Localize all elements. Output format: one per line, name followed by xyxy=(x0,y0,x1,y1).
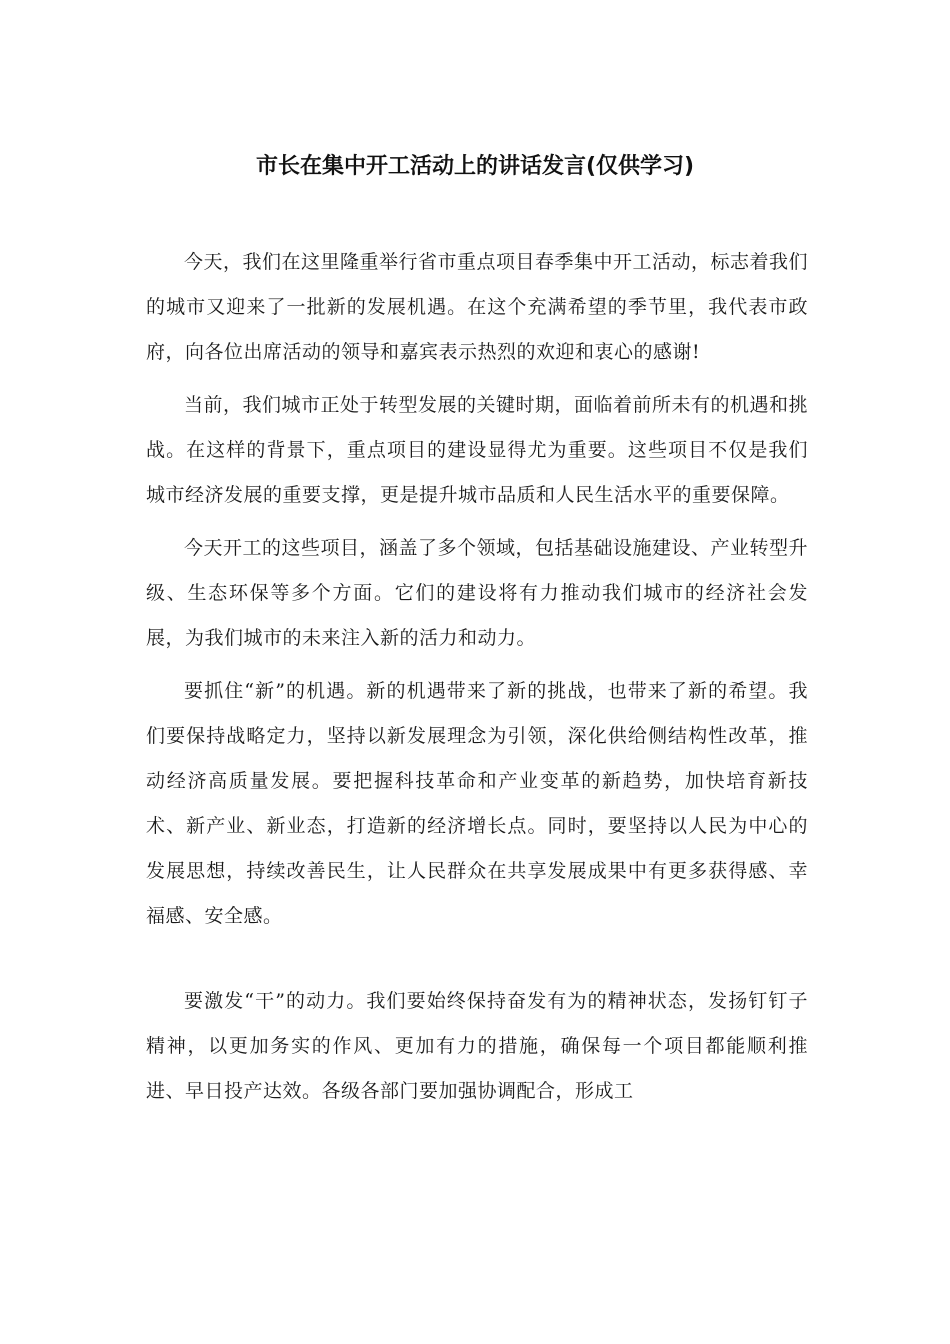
paragraph-motivation: 要激发“干”的动力。我们要始终保持奋发有为的精神状态，发扬钉钉子精神，以更加务实的作风、更加有力的措施，确保每一个项目都能顺利推进、早日投产达效。各级各部门要加强协调配合，形成工 xyxy=(146,990,808,1102)
document-title: 市长在集中开工活动上的讲话发言(仅供学习) xyxy=(255,154,695,179)
paragraph-current-situation: 当前，我们城市正处于转型发展的关键时期，面临着前所未有的机遇和挑战。在这样的背景下，重点项目的建设显得尤为重要。这些项目不仅是我们城市经济发展的重要支撑，更是提升城市品质和人民生活水平的重要保障。 xyxy=(146,394,809,506)
paragraph-opening: 今天，我们在这里隆重举行省市重点项目春季集中开工活动，标志着我们的城市又迎来了一批新的发展机遇。在这个充满希望的季节里，我代表市政府，向各位出席活动的领导和嘉宾表示热烈的欢迎和衷心的感谢! xyxy=(146,251,809,363)
paragraph-projects-overview: 今天开工的这些项目，涵盖了多个领域，包括基础设施建设、产业转型升级、生态环保等多个方面。它们的建设将有力推动我们城市的经济社会发展，为我们城市的未来注入新的活力和动力。 xyxy=(146,537,809,649)
paragraph-new-opportunities: 要抓住“新”的机遇。新的机遇带来了新的挑战，也带来了新的希望。我们要保持战略定力，坚持以新发展理念为引领，深化供给侧结构性改革，推动经济高质量发展。要把握科技革命和产业变革的新趋势，加快培育新技术、新产业、新业态，打造新的经济增长点。同时，要坚持以人民为中心的发展思想，持续改善民生，让人民群众在共享发展成果中有更多获得感、幸福感、安全感。 xyxy=(146,680,808,927)
document-body xyxy=(146,240,808,1114)
